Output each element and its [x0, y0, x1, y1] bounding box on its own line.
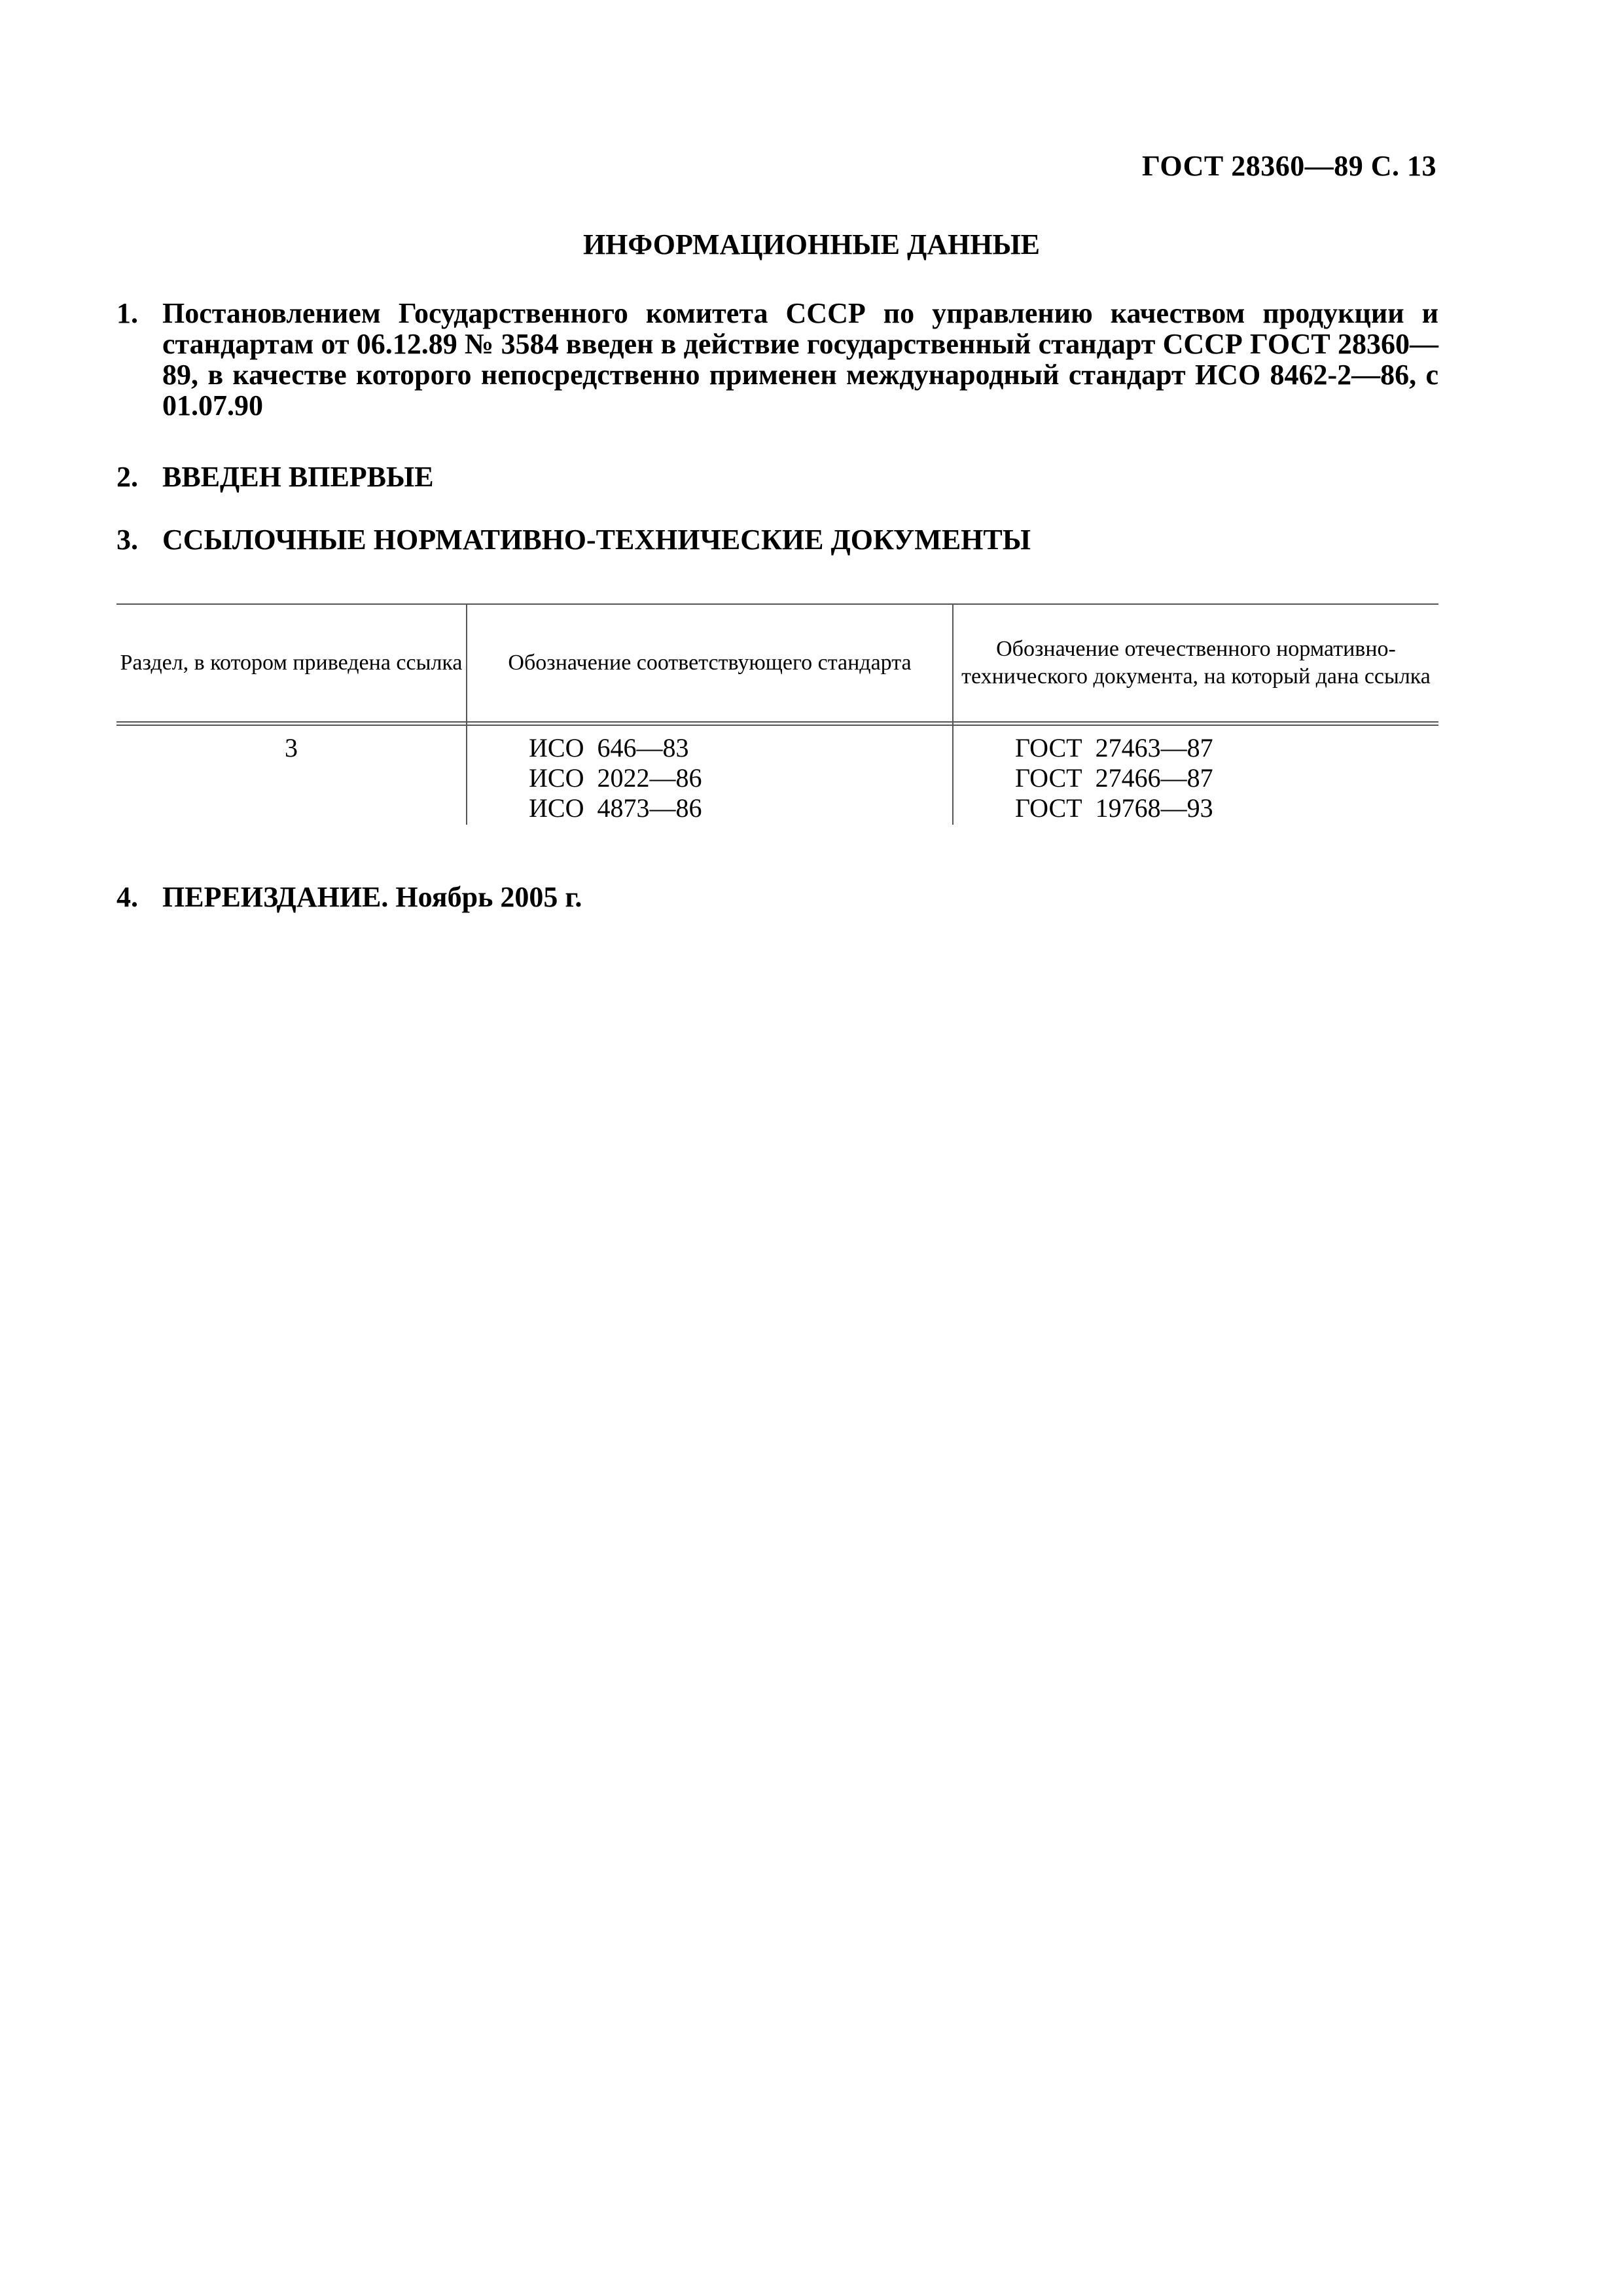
info-item-text: ССЫЛОЧНЫЕ НОРМАТИВНО-ТЕХНИЧЕСКИЕ ДОКУМЕНТЫ: [162, 524, 1031, 556]
info-item-2: [116, 461, 1438, 492]
reference-documents-table: [116, 603, 1438, 825]
table-cell-gost-docs: [1015, 733, 1408, 823]
table-header-section: Раздел, в котором приведена ссылка: [120, 651, 463, 675]
info-item-text: ПЕРЕИЗДАНИЕ. Ноябрь 2005 г.: [162, 881, 582, 913]
info-item-text: ВВЕДЕН ВПЕРВЫЕ: [162, 461, 434, 493]
info-item-3: [116, 524, 1438, 555]
table-cell-iso-docs: [529, 733, 921, 823]
info-item-4: [116, 882, 1438, 912]
info-item-number: 4.: [116, 881, 138, 913]
table-cell-section: [116, 733, 466, 763]
table-header-domestic-document: Обозначение отечественного нормативно-технического документа, на который дана ссылка: [961, 637, 1431, 689]
info-item-number: 2.: [116, 461, 138, 493]
gost-doc: ГОСТ 19768—93: [1015, 793, 1213, 823]
iso-doc: ИСО 2022—86: [529, 763, 702, 793]
info-item-text: Постановлением Государственного комитета СССР по управлению качеством продукции и стандартам от 06.12.89 № 3584 введен в действие государственный стандарт СССР ГОСТ 28360—89, в качестве которого непосредственно применен международный стандарт ИСО 8462-2—86, с 01.07.90: [162, 297, 1438, 422]
gost-doc: ГОСТ 27466—87: [1015, 763, 1213, 793]
table-header-standard: Обозначение соответствующего стандарта: [508, 651, 912, 675]
info-item-number: 3.: [116, 524, 138, 556]
section-number: 3: [285, 733, 298, 762]
page-header-reference: ГОСТ 28360—89 С. 13: [1141, 150, 1436, 182]
table-header-separator: [116, 721, 1438, 726]
info-item-number: 1.: [116, 297, 138, 329]
iso-doc: ИСО 4873—86: [529, 793, 702, 823]
info-item-1: [116, 298, 1438, 421]
gost-doc: ГОСТ 27463—87: [1015, 733, 1213, 762]
section-title: ИНФОРМАЦИОННЫЕ ДАННЫЕ: [582, 228, 1041, 260]
iso-doc: ИСО 646—83: [529, 733, 689, 762]
